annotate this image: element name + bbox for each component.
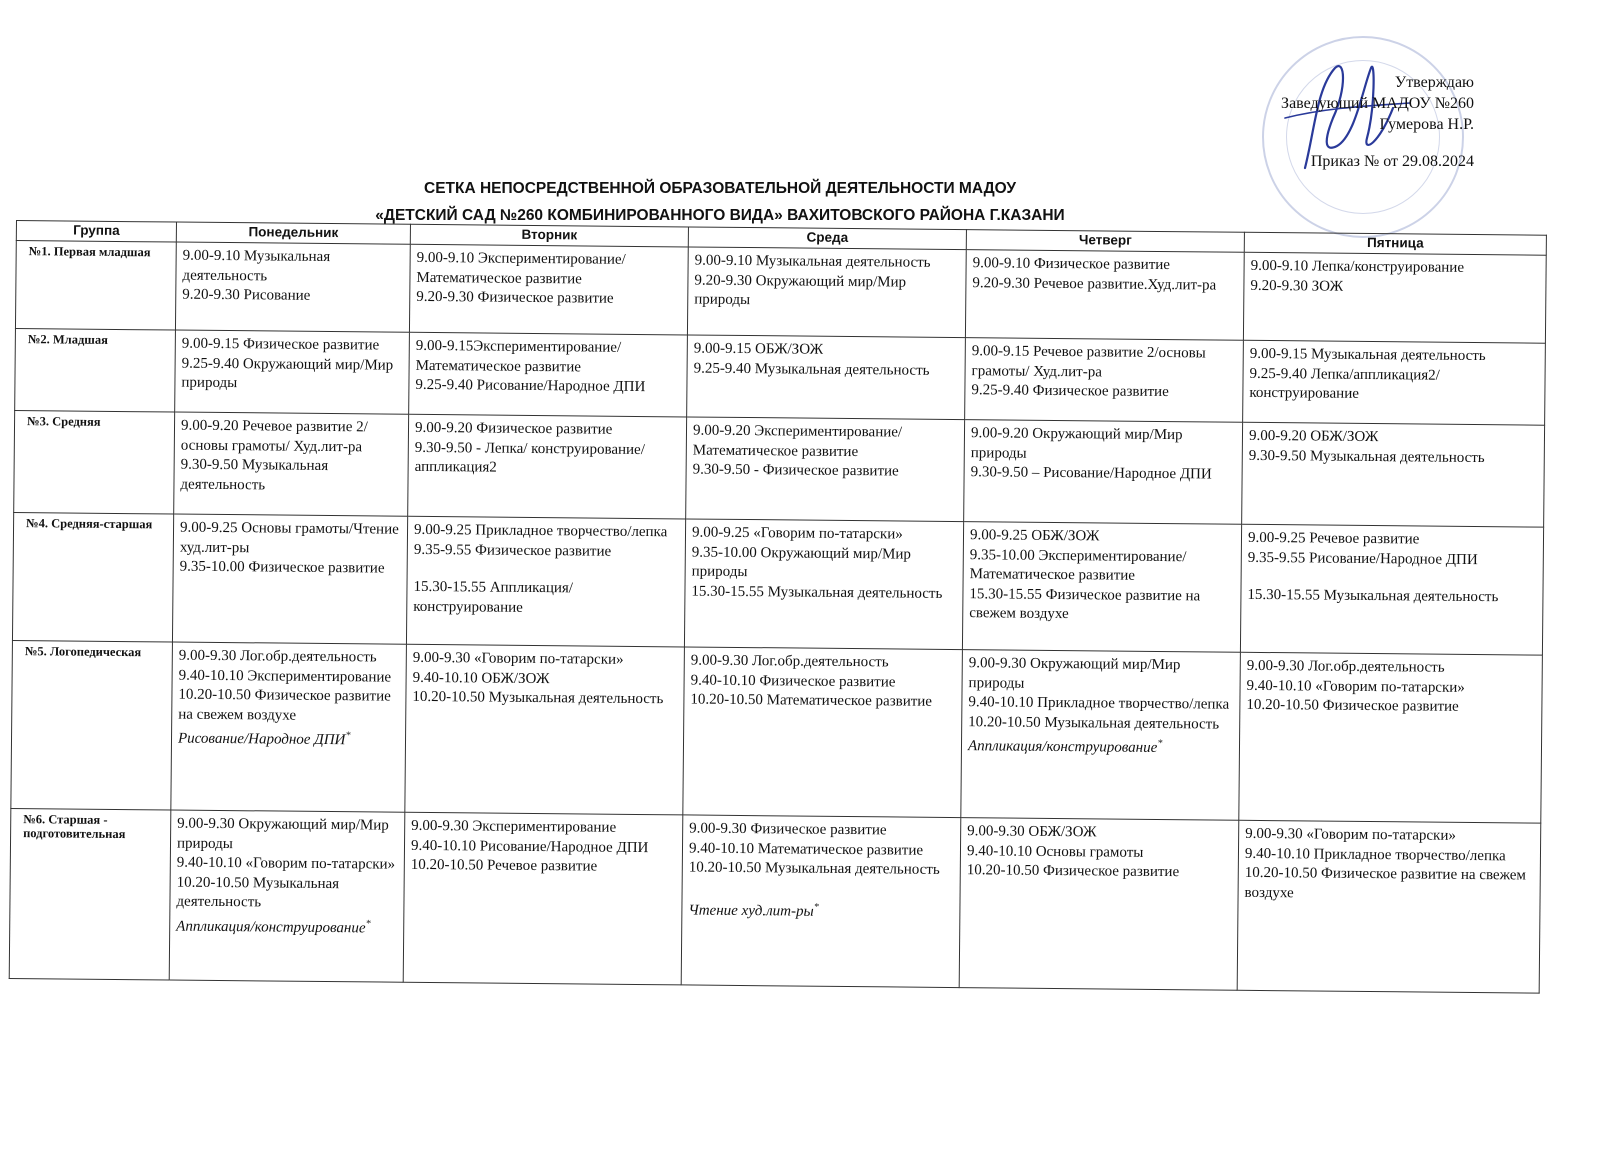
activity-text: 9.00-9.30 Лог.обр.деятельность (178, 647, 377, 666)
activity-slot (411, 856, 676, 878)
schedule-body (9, 241, 1546, 994)
activity-text: 9.00-9.20 Речевое развитие 2/основы грамоты/ Худ.лит-ра (180, 417, 368, 455)
activity-slot (1247, 657, 1536, 679)
activity-text: 9.35-10.00 Физическое развитие (179, 558, 385, 577)
activity-slot (177, 815, 398, 856)
activity-slot (180, 558, 401, 580)
schedule-cell-tuesday (405, 644, 685, 815)
activity-slot (969, 654, 1234, 696)
activity-text: Аппликация/конструирование (967, 738, 1158, 756)
activity-text: 9.30-9.50 – Рисование/Народное ДПИ (970, 464, 1212, 483)
activity-text: 9.00-9.30 «Говорим по-татарски» (412, 649, 624, 668)
activity-slot (969, 585, 1234, 627)
activity-slot (691, 651, 956, 673)
extra-activity (968, 732, 1233, 759)
schedule-table (9, 220, 1547, 994)
schedule-cell-thursday (959, 818, 1239, 991)
activity-slot (694, 359, 959, 381)
schedule-cell-tuesday (406, 516, 685, 647)
activity-text: 9.00-9.30 Окружающий мир/Мир природы (968, 655, 1181, 692)
activity-text: Аппликация/конструирование (176, 918, 366, 936)
schedule-row (15, 241, 1546, 344)
activity-slot (971, 342, 1236, 384)
activity-text: 9.40-10.10 Прикладное творчество/лепка (1244, 845, 1506, 864)
activity-slot (414, 540, 679, 562)
activity-text: 10.20-10.50 Физическое развитие (966, 862, 1180, 881)
schedule-cell-friday (1239, 652, 1543, 823)
activity-text: 9.00-9.10 Музыкальная деятельность (694, 252, 931, 271)
activity-slot (1250, 345, 1539, 367)
approval-block (1281, 72, 1474, 172)
activity-text: 9.00-9.30 Лог.обр.деятельность (690, 652, 889, 671)
activity-text: 9.30-9.50 Музыкальная деятельность (180, 456, 329, 493)
activity-text: 15.30-15.55 Физическое развитие на свежем воздухе (969, 585, 1201, 623)
activity-slot (967, 842, 1232, 864)
activity-slot (1249, 427, 1538, 449)
approval-line-2: Заведующий МАДОУ №260 (1281, 95, 1474, 112)
schedule-row (11, 640, 1543, 823)
activity-slot (1247, 586, 1536, 608)
activity-text: 9.25-9.40 Музыкальная деятельность (693, 360, 930, 379)
schedule-cell-thursday (961, 650, 1241, 821)
activity-text: Рисование/Народное ДПИ (177, 730, 346, 749)
activity-text: 9.00-9.20 Окружающий мир/Мир природы (970, 425, 1183, 462)
activity-slot (971, 424, 1236, 466)
activity-slot (176, 873, 397, 914)
activity-slot (415, 438, 680, 480)
schedule-cell-wednesday (686, 417, 965, 522)
activity-text: 9.40-10.10 Основы грамоты (966, 842, 1144, 861)
schedule-cell-tuesday (409, 332, 688, 417)
activity-text: 9.40-10.10 Рисование/Народное ДПИ (410, 837, 649, 856)
schedule-row (9, 808, 1541, 993)
activity-slot (1248, 548, 1537, 570)
activity-slot (694, 271, 959, 313)
activity-text: 9.25-9.40 Лепка/аппликация2/ конструирование (1249, 365, 1440, 402)
approval-line-3: Гумерова Н.Р. (1379, 116, 1474, 133)
header-tuesday: Вторник (410, 224, 688, 247)
activity-slot (413, 649, 678, 671)
activity-slot (973, 254, 1238, 276)
activity-text: 9.00-9.15 ОБЖ/ЗОЖ (693, 340, 824, 358)
activity-slot (411, 836, 676, 858)
activity-slot (968, 713, 1233, 735)
activity-text: 15.30-15.55 Музыкальная деятельность (691, 583, 943, 602)
activity-text: 9.25-9.40 Окружающий мир/Мир природы (181, 355, 394, 392)
group-name: №6. Старшая - подготовительная (9, 808, 171, 980)
activity-slot (180, 519, 401, 560)
activity-text: 9.00-9.30 «Говорим по-татарски» (1245, 825, 1456, 844)
footnote-mark: * (345, 730, 351, 742)
schedule-cell-monday (175, 242, 410, 332)
schedule-row (12, 512, 1543, 655)
activity-slot (971, 463, 1236, 485)
activity-text: 9.00-9.15 Физическое развитие (181, 335, 380, 354)
activity-text: 9.00-9.10 Экспериментирование/ Математическое развитие (416, 249, 626, 287)
schedule-cell-wednesday (687, 335, 966, 420)
schedule-cell-wednesday (687, 247, 966, 338)
activity-slot (695, 252, 960, 274)
activity-text: 9.00-9.25 Прикладное творчество/лепка (413, 521, 668, 541)
activity-slot (970, 546, 1235, 588)
activity-slot (413, 668, 678, 690)
activity-slot (177, 854, 398, 876)
activity-text: 9.20-9.30 Рисование (182, 286, 311, 304)
schedule-cell-thursday (964, 420, 1243, 525)
footnote-mark: * (813, 901, 819, 913)
activity-text: 9.00-9.25 Речевое развитие (1247, 529, 1420, 548)
activity-text: 9.40-10.10 ОБЖ/ЗОЖ (412, 669, 550, 687)
header-thursday: Четверг (966, 230, 1244, 253)
activity-slot (414, 521, 679, 543)
activity-slot (1246, 696, 1535, 718)
activity-text: 9.00-9.20 ОБЖ/ЗОЖ (1248, 427, 1379, 446)
title-line-2: «ДЕТСКИЙ САД №260 КОМБИНИРОВАННОГО ВИДА» ВАХИТОВСКОГО РАЙОНА Г.КАЗАНИ (375, 207, 1065, 224)
title-line-1: СЕТКА НЕПОСРЕДСТВЕННОЙ ОБРАЗОВАТЕЛЬНОЙ ДЕЯТЕЛЬНОСТИ МАДОУ (424, 180, 1016, 197)
activity-slot (967, 822, 1232, 844)
activity-text: 9.25-9.40 Физическое развитие (971, 382, 1169, 401)
activity-slot (416, 249, 681, 291)
schedule-cell-wednesday (681, 815, 961, 988)
activity-text: 10.20-10.50 Музыкальная деятельность (412, 688, 664, 708)
activity-text: 10.20-10.50 Математическое развитие (690, 691, 933, 710)
activity-text: 10.20-10.50 Физическое развитие (1246, 696, 1459, 715)
activity-text: 9.00-9.30 Экспериментирование (411, 817, 617, 836)
footnote-mark: * (1157, 737, 1163, 750)
activity-slot (971, 381, 1236, 403)
activity-text: 10.20-10.50 Речевое развитие (410, 856, 598, 875)
activity-slot (692, 524, 957, 546)
activity-slot (690, 690, 955, 712)
activity-slot (689, 839, 954, 861)
activity-slot (180, 456, 401, 497)
schedule-cell-tuesday (403, 812, 683, 985)
activity-slot (178, 686, 399, 727)
group-name: №4. Средняя-старшая (12, 512, 173, 642)
activity-slot (968, 693, 1233, 715)
activity-slot (970, 526, 1235, 548)
activity-slot (1248, 529, 1537, 551)
activity-text: 9.40-10.10 Физическое развитие (690, 671, 896, 690)
activity-text: 9.00-9.20 Экспериментирование/ Математическое развитие (692, 422, 903, 460)
activity-slot (179, 647, 400, 669)
header-group: Группа (16, 221, 176, 243)
activity-text: 9.00-9.15Экспериментирование/ Математическое развитие (415, 337, 622, 375)
activity-text: 9.20-9.30 Речевое развитие.Худ.лит-ра (972, 274, 1217, 294)
activity-slot (691, 671, 956, 693)
schedule-row (14, 410, 1545, 527)
activity-slot (693, 422, 958, 464)
activity-text: 10.20-10.50 Музыкальная деятельность (688, 859, 940, 878)
schedule-cell-monday (175, 330, 410, 414)
activity-text: 9.00-9.15 Речевое развитие 2/основы грамоты/ Худ.лит-ра (971, 343, 1206, 380)
group-name: №3. Средняя (14, 410, 175, 514)
activity-text: 9.40-10.10 Математическое развитие (688, 839, 924, 859)
activity-slot (689, 858, 954, 880)
order-number: Приказ № от 29.08.2024 (1310, 153, 1474, 170)
activity-slot (181, 354, 402, 395)
schedule-cell-monday (169, 810, 405, 982)
activity-text: 9.00-9.10 Физическое развитие (972, 255, 1171, 274)
schedule-cell-friday (1240, 524, 1543, 655)
activity-text: 15.30-15.55 Аппликация/ конструирование (413, 578, 574, 616)
schedule-cell-friday (1243, 340, 1546, 425)
activity-text: 9.25-9.40 Рисование/Народное ДПИ (415, 376, 646, 396)
schedule-cell-thursday (965, 250, 1244, 341)
activity-slot (1250, 276, 1539, 298)
activity-slot (416, 337, 681, 379)
schedule-cell-thursday (965, 338, 1244, 423)
activity-text: 9.00-9.10 Лепка/конструирование (1250, 257, 1465, 276)
activity-slot (179, 666, 400, 688)
activity-text: 9.40-10.10 Экспериментирование (178, 667, 392, 686)
activity-text: 10.20-10.50 Физическое развитие на свежем воздухе (178, 686, 391, 724)
activity-slot (415, 376, 680, 398)
activity-text: 9.35-10.00 Окружающий мир/Мир природы (691, 544, 912, 581)
schedule-cell-tuesday (409, 244, 688, 335)
schedule-row (15, 328, 1546, 425)
schedule-cell-monday (174, 412, 409, 516)
approval-line-1: Утверждаю (1394, 74, 1474, 91)
header-friday: Пятница (1244, 232, 1546, 255)
activity-text: 9.00-9.25 ОБЖ/ЗОЖ (969, 527, 1100, 545)
activity-text: 9.00-9.20 Физическое развитие (414, 419, 613, 438)
footnote-mark: * (365, 917, 371, 929)
activity-text: 9.00-9.25 Основы грамоты/Чтение худ.лит-ры (179, 519, 399, 556)
activity-text: 9.00-9.15 Музыкальная деятельность (1249, 345, 1486, 365)
activity-slot (182, 286, 403, 308)
activity-slot (1245, 825, 1534, 847)
schedule-cell-friday (1237, 820, 1541, 993)
activity-slot (692, 543, 957, 585)
activity-slot (694, 340, 959, 362)
activity-text: 9.30-9.50 Музыкальная деятельность (1248, 447, 1485, 466)
activity-text: 10.20-10.50 Музыкальная деятельность (968, 713, 1220, 733)
schedule-cell-friday (1242, 422, 1545, 527)
activity-text: 15.30-15.55 Музыкальная деятельность (1247, 586, 1499, 606)
activity-text: 9.30-9.50 - Физическое развитие (692, 461, 899, 480)
activity-text: 9.20-9.30 Окружающий мир/Мир природы (694, 272, 907, 309)
schedule-cell-wednesday (683, 647, 963, 818)
schedule-cell-wednesday (684, 519, 963, 650)
activity-text: 9.35-9.55 Физическое развитие (413, 541, 612, 560)
activity-text: 9.20-9.30 Физическое развитие (416, 288, 614, 307)
activity-slot (411, 817, 676, 839)
activity-slot (415, 419, 680, 441)
schedule-cell-thursday (962, 522, 1241, 653)
activity-text: 9.35-10.00 Экспериментирование/ Математическое развитие (969, 546, 1187, 584)
schedule-cell-friday (1243, 252, 1546, 343)
activity-text: 9.40-10.10 «Говорим по-татарски» (1246, 677, 1465, 696)
activity-text: Чтение худ.лит-ры (688, 901, 814, 920)
activity-text: 10.20-10.50 Физическое развитие на свежем воздухе (1244, 864, 1527, 901)
activity-slot (412, 688, 677, 710)
header-wednesday: Среда (688, 227, 966, 250)
activity-slot (1249, 446, 1538, 468)
extra-activity (176, 912, 397, 939)
header-monday: Понедельник (176, 222, 410, 244)
activity-slot (972, 274, 1237, 296)
activity-text: 9.35-9.55 Рисование/Народное ДПИ (1247, 549, 1478, 568)
activity-text: 9.30-9.50 - Лепка/ конструирование/аппликация2 (414, 439, 645, 476)
activity-slot (181, 417, 402, 458)
activity-slot (416, 288, 681, 310)
activity-text: 10.20-10.50 Музыкальная деятельность (176, 874, 340, 911)
group-name: №1. Первая младшая (15, 241, 176, 331)
activity-slot (182, 335, 403, 357)
activity-slot (1249, 364, 1538, 406)
activity-text: 9.00-9.25 «Говорим по-татарски» (691, 524, 903, 543)
extra-activity (178, 725, 399, 752)
schedule-cell-tuesday (408, 414, 687, 519)
activity-text: 9.20-9.30 ЗОЖ (1250, 277, 1344, 295)
schedule-cell-monday (171, 642, 407, 812)
activity-text: 9.40-10.10 Прикладное творчество/лепка (968, 694, 1230, 713)
activity-slot (413, 578, 678, 620)
activity-slot (691, 582, 956, 604)
extra-activity (688, 896, 953, 923)
activity-slot (1251, 257, 1540, 279)
activity-text: 9.00-9.30 Лог.обр.деятельность (1246, 657, 1445, 676)
activity-text: 9.00-9.30 Окружающий мир/Мир природы (176, 815, 389, 852)
document-title (330, 175, 1110, 229)
group-name: №2. Младшая (15, 328, 176, 412)
activity-text: 9.00-9.30 ОБЖ/ЗОЖ (967, 823, 1097, 841)
activity-text: 9.40-10.10 «Говорим по-татарски» (176, 854, 396, 873)
activity-slot (689, 819, 954, 841)
activity-slot (693, 461, 958, 483)
activity-slot (182, 247, 403, 288)
activity-text: 9.00-9.30 Физическое развитие (689, 820, 887, 839)
activity-text: 9.00-9.10 Музыкальная деятельность (182, 247, 331, 284)
group-name: №5. Логопедическая (11, 640, 173, 810)
activity-slot (967, 861, 1232, 883)
activity-slot (1245, 864, 1534, 906)
schedule-cell-monday (172, 514, 407, 644)
